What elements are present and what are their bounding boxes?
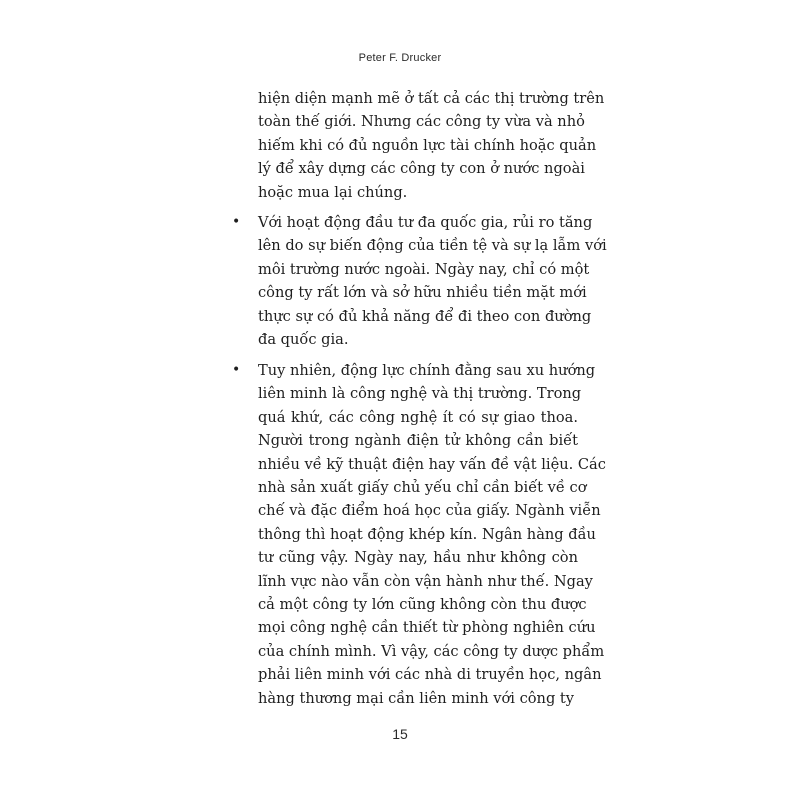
text-line: của chính mình. Vì vậy, các công ty dược phẩm [258, 642, 605, 660]
text-line: hiếm khi có đủ nguồn lực tài chính hoặc quản [258, 136, 597, 154]
text-line: công ty rất lớn và sở hữu nhiều tiền mặt mới [258, 284, 587, 302]
text-line: mọi công nghệ cần thiết từ phòng nghiên cứu [258, 619, 596, 637]
bullet-marker: • [232, 214, 241, 230]
running-header: Peter F. Drucker [358, 52, 442, 64]
text-line: nhiều về kỹ thuật điện hay vấn đề vật liệu. Các [258, 455, 606, 473]
page-number: 15 [392, 726, 408, 742]
text-line: hiện diện mạnh mẽ ở tất cả các thị trường trên [258, 90, 605, 107]
text-line: liên minh là công nghệ và thị trường. Trong [258, 385, 582, 403]
bullet-marker: • [232, 362, 241, 378]
text-line: thực sự có đủ khả năng để đi theo con đường [258, 307, 592, 325]
text-line: hoặc mua lại chúng. [258, 183, 408, 201]
paragraph-3 [258, 359, 606, 710]
text-line: tư cũng vậy. Ngày nay, hầu như không còn [258, 549, 578, 567]
text-line: Với hoạt động đầu tư đa quốc gia, rủi ro tăng [258, 214, 593, 231]
text-line: lý để xây dựng các công ty con ở nước ngoài [258, 160, 585, 178]
text-line: toàn thế giới. Nhưng các công ty vừa và nhỏ [258, 113, 585, 131]
text-line: chế và đặc điểm hoá học của giấy. Ngành viễn [258, 502, 601, 520]
text-line: đa quốc gia. [258, 331, 349, 349]
text-line: Người trong ngành điện tử không cần biết [258, 432, 578, 450]
text-line: Tuy nhiên, động lực chính đằng sau xu hướng [258, 362, 596, 379]
text-line: hàng thương mại cần liên minh với công ty [258, 689, 575, 707]
text-line: quá khứ, các công nghệ ít có sự giao thoa. [258, 408, 578, 426]
text-line: lĩnh vực nào vẫn còn vận hành như thế. Ngay [258, 572, 593, 590]
text-line: thông thì hoạt động khép kín. Ngân hàng đầu [258, 525, 596, 543]
paragraph-2 [258, 211, 607, 351]
text-line: phải liên minh với các nhà di truyền học, ngân [258, 666, 602, 684]
text-line: môi trường nước ngoài. Ngày nay, chỉ có một [258, 260, 590, 278]
text-line: cả một công ty lớn cũng không còn thu được [258, 596, 587, 614]
paragraph-1 [258, 87, 605, 204]
text-line: nhà sản xuất giấy chủ yếu chỉ cần biết về cơ [258, 479, 587, 497]
text-line: lên do sự biến động của tiền tệ và sự lạ lẫm với [258, 237, 607, 255]
